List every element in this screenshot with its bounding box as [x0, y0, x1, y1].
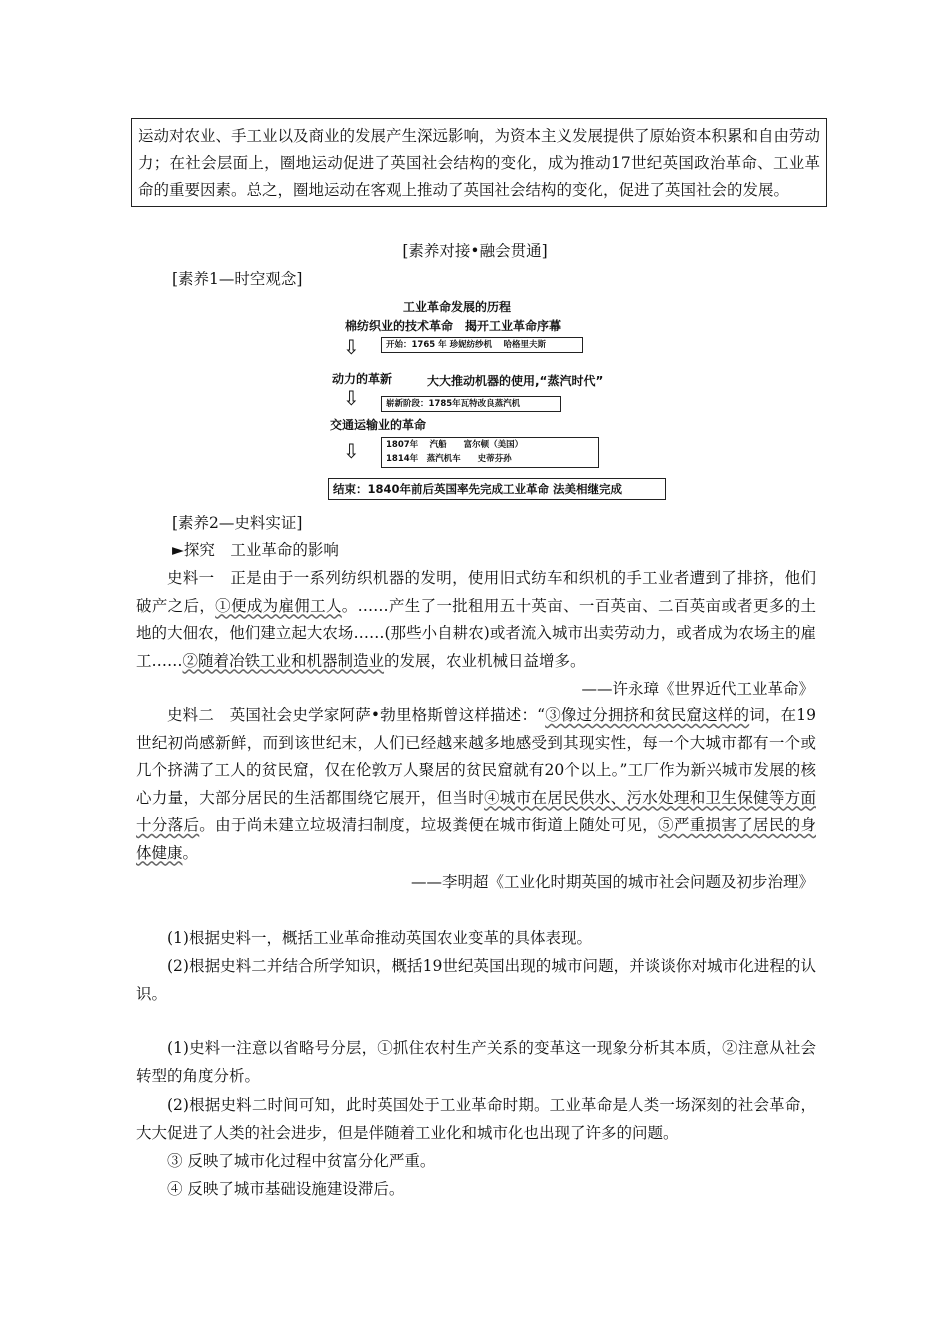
arrow-down-icon-2: ⇩ — [343, 386, 360, 410]
explore-heading — [172, 539, 339, 561]
source1-head: 史料一 正是由于一系列纺织机器的发明，使用旧式纺车和织机的手工业者遭到了排挤，他们破产之后， — [136, 569, 816, 615]
top-text-box — [131, 118, 827, 207]
stage3-row1: 1807年 汽船 富尔顿（美国） — [386, 440, 524, 450]
source1-paragraph — [136, 565, 816, 675]
stage1-box: 开始：1765 年 珍妮纺纱机 哈格里夫斯 — [381, 337, 583, 353]
literacy2-label: [素养2—史料实证] — [172, 514, 303, 532]
stage3-box — [381, 437, 599, 468]
source1-mid: 。……产生了一批租用五十英亩、一百英亩、二百英亩或者更多的土地的大佃农，他们建立起大农场……(那些小自耕农)或者流入城市出卖劳动力，或者成为农场主的雇工…… — [136, 596, 816, 670]
section-heading: [素养对接•融会贯通] — [402, 242, 548, 260]
triangle-marker-icon: ► — [172, 541, 184, 559]
explore-label: 探究 工业革命的影响 — [183, 541, 339, 559]
stage2-right: 大大推动机器的使用,“蒸汽时代” — [427, 374, 604, 388]
source1-tail: 的发展，农业机械日益增多。 — [384, 651, 586, 670]
source1-underline-1: ①便成为雇佣工人 — [215, 596, 342, 615]
stage3-title: 交通运输业的革命 — [330, 418, 427, 432]
arrow-down-icon-3: ⇩ — [343, 439, 360, 463]
hint-2: (2)根据史料二时间可知，此时英国处于工业革命时期。工业革命是人类一场深刻的社会革命，大大促进了人类的社会进步，但是伴随着工业化和城市化也出现了许多的问题。 — [136, 1096, 816, 1142]
stage2-left: 动力的革新 — [332, 372, 393, 386]
stage3-row2: 1814年 蒸汽机车 史蒂芬孙 — [386, 454, 512, 464]
source2-tail: 。 — [182, 843, 199, 862]
hint-1: (1)史料一注意以省略号分层，①抓住农村生产关系的变革这一现象分析其本质，②注意从社会转型的角度分析。 — [136, 1039, 816, 1085]
question-2: (2)根据史料二并结合所学知识，概括19世纪英国出现的城市问题，并谈谈你对城市化进程的认识。 — [136, 957, 816, 1003]
diagram-title: 工业革命发展的历程 — [403, 300, 512, 314]
industrial-revolution-diagram — [325, 298, 665, 503]
arrow-down-icon-1: ⇩ — [343, 335, 360, 359]
stage2-box: 崭新阶段：1785年瓦特改良蒸汽机 — [381, 396, 561, 412]
source2-head: 史料二 英国社会史学家阿萨•勃里格斯曾这样描述：“ — [167, 706, 546, 724]
hint-3: ③ 反映了城市化过程中贫富分化严重。 — [167, 1152, 436, 1170]
end-box: 结束：1840年前后英国率先完成工业革命 法美相继完成 — [328, 478, 666, 500]
source2-underline-1: ③像过分拥挤和贫民窟这样的 — [545, 706, 750, 724]
source1-underline-2: ②随着冶铁工业和机器制造业 — [182, 651, 385, 670]
source2-underline-2: ④城市在居民供水、污水处理和卫生保健等方面十分落后 — [136, 788, 816, 834]
source2-paragraph — [136, 702, 816, 867]
question-1: (1)根据史料一，概括工业革命推动英国农业变革的具体表现。 — [167, 929, 592, 947]
source2-underline-3: ⑤严重损害了居民的身体健康 — [136, 816, 816, 862]
source1-citation: ——许永璋《世界近代工业革命》 — [581, 680, 814, 698]
stage1-title: 棉纺织业的技术革命 揭开工业革命序幕 — [345, 319, 562, 333]
source2-mid2: 。由于尚未建立垃圾清扫制度，垃圾粪便在城市街道上随处可见， — [199, 816, 659, 834]
hint-4: ④ 反映了城市基础设施建设滞后。 — [167, 1180, 405, 1198]
literacy1-label: [素养1—时空观念] — [172, 270, 303, 288]
source2-citation: ——李明超《工业化时期英国的城市社会问题及初步治理》 — [410, 873, 814, 891]
source2-mid1: 词，在19世纪初尚感新鲜，而到该世纪末，人们已经越来越多地感受到其现实性，每一个大城市都有一个或几个挤满了工人的贫民窟，仅在伦敦万人聚居的贫民窟就有20个以上。”工厂作为新兴城市发展的核心力量，大部分居民的生活都围绕它展开，但当时 — [136, 706, 816, 807]
top-box-text: 运动对农业、手工业以及商业的发展产生深远影响，为资本主义发展提供了原始资本积累和自由劳动力；在社会层面上，圈地运动促进了英国社会结构的变化，成为推动17世纪英国政治革命、工业革命的重要因素。总之，圈地运动在客观上推动了英国社会结构的变化，促进了英国社会的发展。 — [138, 127, 821, 199]
